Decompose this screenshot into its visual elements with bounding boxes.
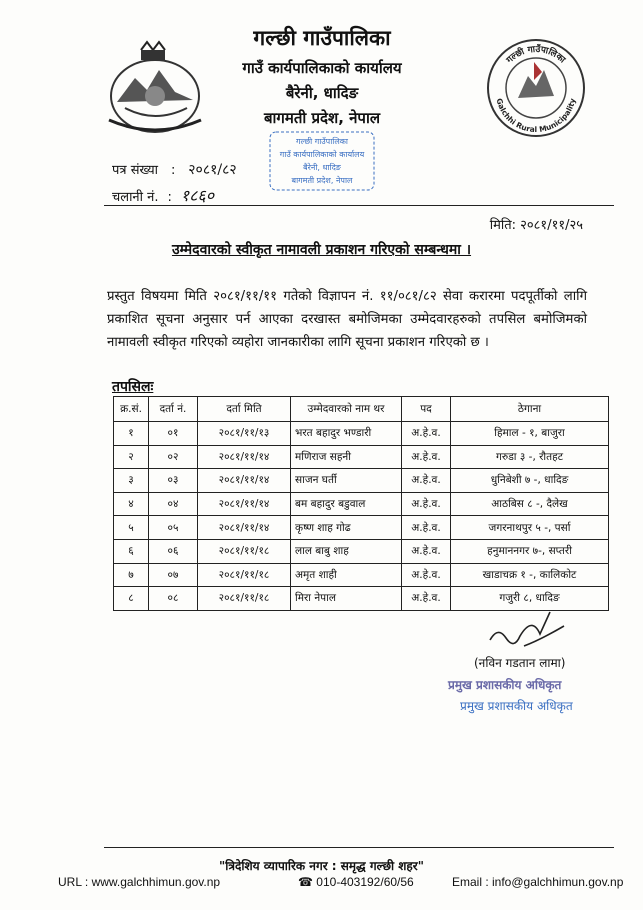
cell-address: जगरनाथपुर ५ -, पर्सा bbox=[451, 516, 609, 540]
cell-reg-no: ०२ bbox=[149, 445, 198, 469]
cell-address: हिमाल - १, बाजुरा bbox=[451, 422, 609, 446]
cell-post: अ.हे.व. bbox=[402, 469, 451, 493]
subject-line bbox=[0, 240, 643, 259]
cell-post: अ.हे.व. bbox=[402, 563, 451, 587]
cell-post: अ.हे.व. bbox=[402, 492, 451, 516]
table-row bbox=[114, 422, 609, 446]
cell-name: लाल बाबु शाह bbox=[291, 539, 402, 563]
cell-name: मणिराज सहनी bbox=[291, 445, 402, 469]
signature-mark bbox=[480, 606, 570, 652]
cell-name: मिरा नेपाल bbox=[291, 587, 402, 611]
cell-address: खाडाचक्र १ -, कालिकोट bbox=[451, 563, 609, 587]
col-serial: क्र.सं. bbox=[114, 397, 149, 422]
cell-post: अ.हे.व. bbox=[402, 539, 451, 563]
letter-number-value: २०८१/८२ bbox=[188, 162, 237, 178]
cell-reg-date: २०८१/११/१४ bbox=[198, 492, 291, 516]
cell-serial: ७ bbox=[114, 563, 149, 587]
col-reg-no: दर्ता नं. bbox=[149, 397, 198, 422]
table-row bbox=[114, 539, 609, 563]
phone-icon: ☎ bbox=[298, 875, 313, 889]
cell-post: अ.हे.व. bbox=[402, 516, 451, 540]
signer-post-stamp: प्रमुख प्रशासकीय अधिकृत bbox=[460, 699, 573, 713]
dispatch-number-label: चलानी नं. bbox=[112, 190, 159, 205]
cell-serial: ५ bbox=[114, 516, 149, 540]
municipality-logo bbox=[484, 36, 588, 140]
office-location: बैरेनी, धादिङ bbox=[285, 84, 359, 102]
stamp-line-2: गाउँ कार्यपालिकाको कार्यालय bbox=[279, 150, 365, 159]
cell-reg-no: ०७ bbox=[149, 563, 198, 587]
cell-reg-date: २०८१/११/१३ bbox=[198, 422, 291, 446]
svg-text:Galchhi Rural Municipality bbox=[495, 97, 578, 134]
cell-name: भरत बहादुर भण्डारी bbox=[291, 422, 402, 446]
stamp-line-1: गल्छी गाउँपालिका bbox=[295, 137, 349, 146]
letter-number-label: पत्र संख्या bbox=[112, 163, 158, 178]
subject-text: उम्मेदवारको स्वीकृत नामावली प्रकाशन गरिएको सम्बन्धमा । bbox=[171, 242, 472, 258]
dispatch-number-value: १८६० bbox=[180, 186, 215, 205]
cell-serial: ६ bbox=[114, 539, 149, 563]
cell-post: अ.हे.व. bbox=[402, 422, 451, 446]
table-header-row bbox=[114, 397, 609, 422]
cell-reg-no: ०८ bbox=[149, 587, 198, 611]
cell-reg-date: २०८१/११/१४ bbox=[198, 445, 291, 469]
col-candidate-name: उम्मेदवारको नाम थर bbox=[291, 397, 402, 422]
col-post: पद bbox=[402, 397, 451, 422]
tapasil-heading: तपसिलः bbox=[112, 379, 154, 395]
cell-reg-date: २०८१/११/१४ bbox=[198, 469, 291, 493]
table-row bbox=[114, 445, 609, 469]
cell-post: अ.हे.व. bbox=[402, 587, 451, 611]
office-name: गाउँ कार्यपालिकाको कार्यालय bbox=[242, 59, 402, 77]
signer-name: (नविन गडतान लामा) bbox=[474, 656, 566, 670]
office-stamp bbox=[268, 130, 376, 192]
cell-address: गजुरी ८, धादिङ bbox=[451, 587, 609, 611]
signer-post: प्रमुख प्रशासकीय अधिकृत bbox=[448, 678, 562, 692]
footer-rule bbox=[104, 847, 614, 848]
cell-reg-no: ०३ bbox=[149, 469, 198, 493]
cell-reg-no: ०४ bbox=[149, 492, 198, 516]
table-row bbox=[114, 563, 609, 587]
cell-reg-date: २०८१/११/१४ bbox=[198, 516, 291, 540]
notice-body: प्रस्तुत विषयमा मिति २०८१/११/११ गतेको विज्ञापन नं. ११/०८१/८२ सेवा करारमा पदपूर्तीको लागि प्रकाशित सूचना अनुसार पर्न आएका दरखास्त बमोजिमका उम्मेदवारहरुको तपसिल बमोजिमको नामावली स्वीकृत गरिएको व्यहोरा जानकारीका लागि सूचना प्रकाशन गरिएको छ । bbox=[107, 289, 587, 350]
cell-reg-date: २०८१/११/१८ bbox=[198, 539, 291, 563]
phone-number: 010-403192/60/56 bbox=[316, 875, 414, 889]
table-row bbox=[114, 492, 609, 516]
footer-url[interactable]: URL : www.galchhimun.gov.np bbox=[58, 875, 221, 889]
candidate-table bbox=[113, 396, 609, 611]
cell-name: अमृत शाही bbox=[291, 563, 402, 587]
col-address: ठेगाना bbox=[451, 397, 609, 422]
cell-address: धुनिबेशी ७ -, धादिङ bbox=[451, 469, 609, 493]
cell-serial: १ bbox=[114, 422, 149, 446]
footer-slogan: "त्रिदेशिय व्यापारिक नगर : समृद्ध गल्छी शहर" bbox=[219, 859, 424, 873]
footer-email[interactable]: Email : info@galchhimun.gov.np bbox=[452, 875, 624, 889]
cell-serial: ८ bbox=[114, 587, 149, 611]
cell-reg-no: ०१ bbox=[149, 422, 198, 446]
table-row bbox=[114, 469, 609, 493]
cell-reg-date: २०८१/११/१८ bbox=[198, 587, 291, 611]
cell-name: साजन घर्ती bbox=[291, 469, 402, 493]
cell-address: गरुडा ३ -, रौतहट bbox=[451, 445, 609, 469]
right-logo-top-text: गल्छी गाउँपालिका bbox=[504, 44, 567, 66]
table-row bbox=[114, 516, 609, 540]
cell-address: हनुमाननगर ७-, सप्तरी bbox=[451, 539, 609, 563]
dispatch-number: चलानी नं. : १८६० bbox=[112, 186, 215, 205]
stamp-line-4: बागमती प्रदेश, नेपाल bbox=[291, 176, 353, 185]
cell-address: आठबिस ८ -, दैलेख bbox=[451, 492, 609, 516]
province-name: बागमती प्रदेश, नेपाल bbox=[263, 109, 381, 127]
municipality-name: गल्छी गाउँपालिका bbox=[253, 26, 391, 50]
cell-serial: २ bbox=[114, 445, 149, 469]
header-rule bbox=[104, 205, 614, 206]
cell-name: कृष्ण शाह गोढ bbox=[291, 516, 402, 540]
letter-date: मिति: २०८१/११/२५ bbox=[489, 218, 583, 233]
cell-serial: ३ bbox=[114, 469, 149, 493]
cell-reg-date: २०८१/११/१८ bbox=[198, 563, 291, 587]
col-reg-date: दर्ता मिति bbox=[198, 397, 291, 422]
cell-name: बम बहादुर बडुवाल bbox=[291, 492, 402, 516]
cell-serial: ४ bbox=[114, 492, 149, 516]
right-logo-bottom-text: Galchhi Rural Municipality bbox=[494, 97, 578, 135]
cell-reg-no: ०५ bbox=[149, 516, 198, 540]
cell-post: अ.हे.व. bbox=[402, 445, 451, 469]
cell-reg-no: ०६ bbox=[149, 539, 198, 563]
stamp-line-3: बैरेनी, धादिङ bbox=[303, 163, 341, 172]
letter-number: पत्र संख्या : २०८१/८२ bbox=[112, 162, 237, 178]
footer-phone bbox=[298, 875, 414, 889]
